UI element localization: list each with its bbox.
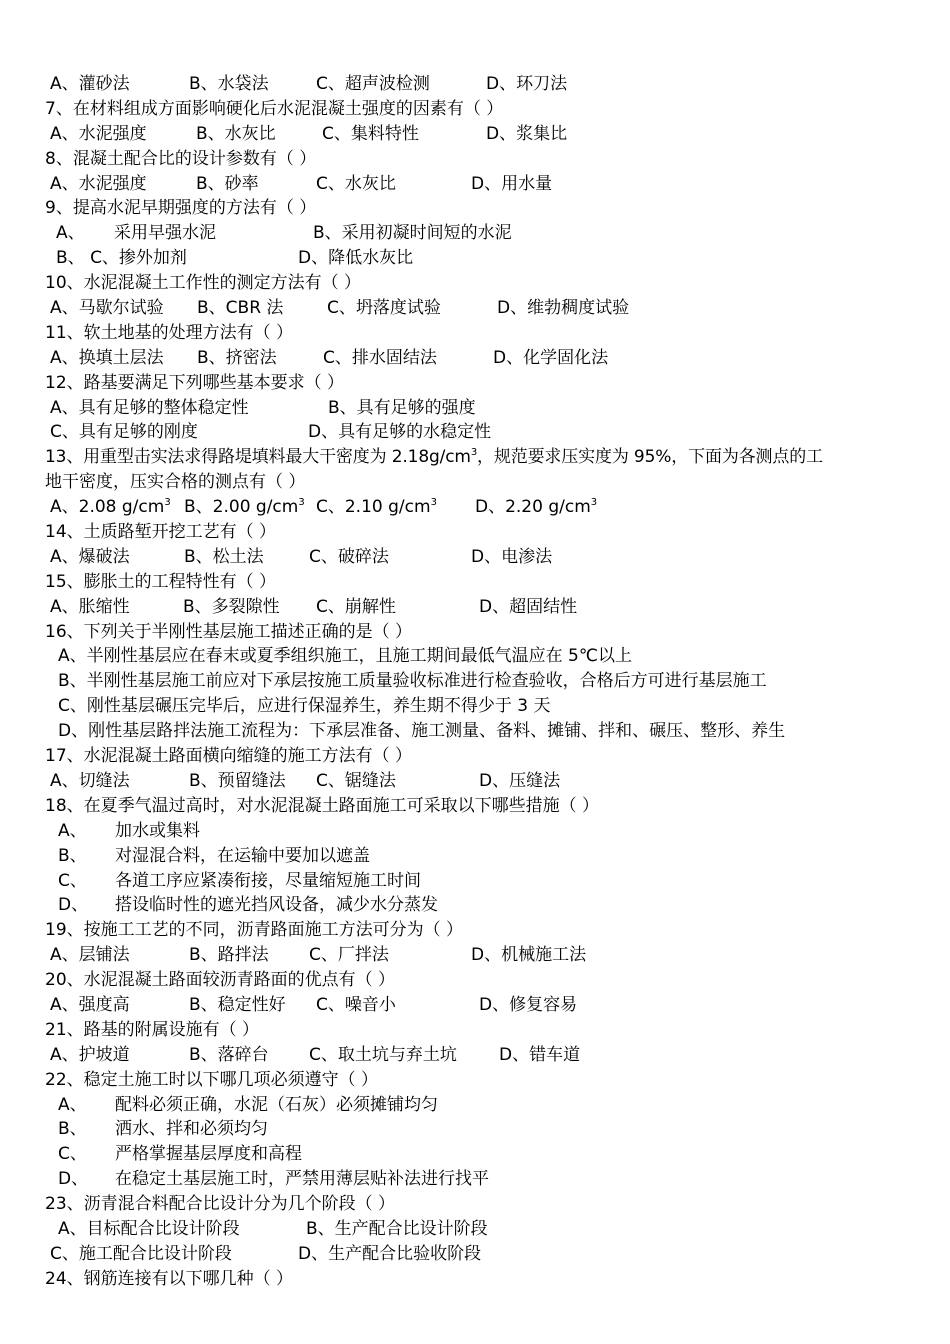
options-line [0, 1093, 950, 1118]
options-line [0, 122, 950, 147]
option-text: 加水或集料 [115, 820, 200, 841]
option-text: D、维勃稠度试验 [497, 298, 630, 319]
options-line [0, 396, 950, 421]
options-line [0, 669, 950, 694]
option-value: A、2.08 g/cm [50, 497, 165, 518]
option-text: B、多裂隙性 [183, 596, 280, 617]
question-line: 9、提高水泥早期强度的方法有（ ） [45, 198, 317, 219]
option-text: D、修复容易 [479, 994, 578, 1015]
option-text: B、 [58, 1119, 87, 1140]
option-text: A、护坡道 [50, 1044, 130, 1065]
option-text: C、刚性基层碾压完毕后，应进行保湿养生，养生期不得少于 3 天 [58, 696, 551, 717]
options-line [0, 893, 950, 918]
options-line [0, 943, 950, 968]
option-text: B、落碎台 [189, 1044, 269, 1065]
option-text: D、环刀法 [486, 74, 568, 94]
question-line [0, 445, 950, 470]
question-text: ，规范要求压实度为 95%，下面为各测点的工 [477, 447, 823, 468]
question-line: 16、下列关于半刚性基层施工描述正确的是（ ） [45, 621, 413, 642]
options-line [0, 595, 950, 620]
option-text: B、具有足够的强度 [328, 397, 476, 418]
question-line: 15、膨胀土的工程特性有（ ） [45, 571, 277, 592]
question-line: 20、水泥混凝土路面较沥青路面的优点有（ ） [45, 970, 396, 991]
option-text: B、路拌法 [189, 945, 269, 966]
options-line [0, 1167, 950, 1192]
option-text: D、错车道 [499, 1044, 581, 1065]
option-text: C、排水固结法 [323, 347, 437, 368]
question-line: 17、水泥混凝土路面横向缩缝的施工方法有（ ） [45, 746, 413, 767]
options-line [0, 844, 950, 869]
option-text: A、具有足够的整体稳定性 [50, 397, 249, 418]
option-text: A、胀缩性 [50, 596, 130, 617]
question-line: 地干密度，压实合格的测点有（ ） [45, 472, 306, 493]
options-line [0, 769, 950, 794]
option-text: C、锯缝法 [316, 770, 396, 791]
options-line [0, 221, 950, 246]
option-value: C、2.10 g/cm [316, 497, 431, 518]
option-text: 搭设临时性的遮光挡风设备，减少水分蒸发 [115, 895, 438, 916]
option-text: B、砂率 [196, 173, 259, 194]
option-text [316, 495, 437, 520]
option-text: C、施工配合比设计阶段 [50, 1243, 232, 1264]
option-text: C、具有足够的刚度 [50, 422, 198, 443]
option-text: C、坍落度试验 [327, 298, 441, 319]
question-text: 13、用重型击实法求得路堤填料最大干密度为 2.18g/cm [45, 447, 471, 468]
options-line [0, 1117, 950, 1142]
option-text: D、具有足够的水稳定性 [308, 422, 492, 443]
option-text: 各道工序应紧凑衔接，尽量缩短施工时间 [115, 870, 421, 891]
option-text: D、电渗法 [471, 546, 553, 567]
option-text: A、层铺法 [50, 945, 130, 966]
question-line: 22、稳定土施工时以下哪几项必须遵守（ ） [45, 1069, 379, 1090]
option-text: A、 [58, 1094, 87, 1115]
question-line: 23、沥青混合料配合比设计分为几个阶段（ ） [45, 1194, 396, 1215]
option-text: 对湿混合料，在运输中要加以遮盖 [115, 845, 370, 866]
option-text: C、 [58, 1144, 87, 1165]
option-text: 严格掌握基层厚度和高程 [115, 1144, 302, 1165]
question-line: 10、水泥混凝土工作性的测定方法有（ ） [45, 273, 362, 294]
option-text: C、破碎法 [309, 546, 389, 567]
superscript: 3 [470, 447, 478, 459]
option-text: D、化学固化法 [493, 347, 609, 368]
option-text: C、噪音小 [316, 994, 396, 1015]
question-line: 21、路基的附属设施有（ ） [45, 1019, 260, 1040]
option-text: A、灌砂法 [50, 74, 130, 94]
options-line [0, 72, 950, 97]
option-text: A、半刚性基层应在春末或夏季组织施工，且施工期间最低气温应在 5℃以上 [58, 646, 632, 667]
option-text: B、预留缝法 [189, 770, 286, 791]
question-line: 18、在夏季气温过高时，对水泥混凝土路面施工可采取以下哪些措施（ ） [45, 795, 600, 816]
superscript: 3 [298, 497, 305, 509]
option-text: B、水袋法 [189, 74, 269, 94]
option-text: D、降低水灰比 [298, 248, 414, 269]
exam-document [0, 72, 950, 1292]
options-line [0, 1142, 950, 1167]
question-line: 12、路基要满足下列哪些基本要求（ ） [45, 372, 345, 393]
option-text: D、超固结性 [479, 596, 578, 617]
option-text: C、超声波检测 [316, 74, 430, 94]
question-line: 7、在材料组成方面影响硬化后水泥混凝土强度的因素有（ ） [45, 98, 504, 119]
options-line [0, 296, 950, 321]
option-text: B、 [58, 845, 87, 866]
options-line [0, 869, 950, 894]
options-line [0, 644, 950, 669]
option-text: A、换填土层法 [50, 347, 164, 368]
option-text: C、水灰比 [316, 173, 396, 194]
option-value: B、2.00 g/cm [184, 497, 299, 518]
option-text: A、 [58, 820, 87, 841]
option-text: A、强度高 [50, 994, 130, 1015]
option-text: C、崩解性 [316, 596, 396, 617]
question-line: 19、按施工工艺的不同，沥青路面施工方法可分为（ ） [45, 920, 464, 941]
options-line [0, 495, 950, 520]
option-text: 采用早强水泥 [114, 223, 216, 244]
option-text: A、 [56, 223, 85, 244]
option-text: C、取土坑与弃土坑 [309, 1044, 457, 1065]
option-text: D、机械施工法 [471, 945, 587, 966]
question-line: 14、土质路堑开挖工艺有（ ） [45, 522, 277, 543]
option-text: 配料必须正确，水泥（石灰）必须摊铺均匀 [115, 1094, 438, 1115]
options-line [0, 545, 950, 570]
superscript: 3 [164, 497, 171, 509]
option-text: 洒水、拌和必须均匀 [115, 1119, 268, 1140]
option-text: C、厂拌法 [309, 945, 389, 966]
option-text: D、用水量 [471, 173, 553, 194]
question-line: 11、软土地基的处理方法有（ ） [45, 322, 294, 343]
option-text [50, 495, 171, 520]
option-text: B、水灰比 [196, 123, 276, 144]
option-text: B、采用初凝时间短的水泥 [313, 223, 512, 244]
option-text: B、松土法 [184, 546, 264, 567]
option-text: A、水泥强度 [50, 173, 147, 194]
option-text: A、水泥强度 [50, 123, 147, 144]
option-text: B、挤密法 [197, 347, 277, 368]
options-line [0, 246, 950, 271]
option-text: C、集料特性 [322, 123, 419, 144]
question-line: 8、混凝土配合比的设计参数有（ ） [45, 148, 317, 169]
option-text: B、 C、掺外加剂 [56, 248, 187, 269]
option-text: A、爆破法 [50, 546, 130, 567]
options-line [0, 719, 950, 744]
option-value: D、2.20 g/cm [475, 497, 591, 518]
options-line [0, 1242, 950, 1267]
options-line [0, 1217, 950, 1242]
options-line [0, 819, 950, 844]
option-text: B、生产配合比设计阶段 [306, 1218, 488, 1239]
option-text: B、稳定性好 [189, 994, 286, 1015]
options-line [0, 1043, 950, 1068]
option-text: D、 [58, 895, 89, 916]
option-text: D、浆集比 [486, 123, 568, 144]
option-text: D、刚性基层路拌法施工流程为：下承层准备、施工测量、备料、摊铺、拌和、碾压、整形、养生 [58, 721, 786, 742]
option-text: A、切缝法 [50, 770, 130, 791]
option-text: D、生产配合比验收阶段 [298, 1243, 482, 1264]
option-text: C、 [58, 870, 87, 891]
option-text: B、半刚性基层施工前应对下承层按施工质量验收标准进行检查验收，合格后方可进行基层施工 [58, 671, 767, 692]
option-text [184, 495, 305, 520]
option-text: A、目标配合比设计阶段 [58, 1218, 240, 1239]
option-text: D、压缝法 [479, 770, 561, 791]
option-text: 在稳定土基层施工时，严禁用薄层贴补法进行找平 [115, 1169, 489, 1190]
option-text: D、 [58, 1169, 89, 1190]
superscript: 3 [590, 497, 598, 509]
superscript: 3 [430, 497, 437, 509]
option-text: A、马歇尔试验 [50, 298, 164, 319]
options-line [0, 694, 950, 719]
option-text [475, 495, 597, 520]
options-line [0, 172, 950, 197]
options-line [0, 346, 950, 371]
options-line [0, 993, 950, 1018]
question-line: 24、钢筋连接有以下哪几种（ ） [45, 1268, 294, 1289]
options-line [0, 420, 950, 445]
option-text: B、CBR 法 [197, 298, 284, 319]
